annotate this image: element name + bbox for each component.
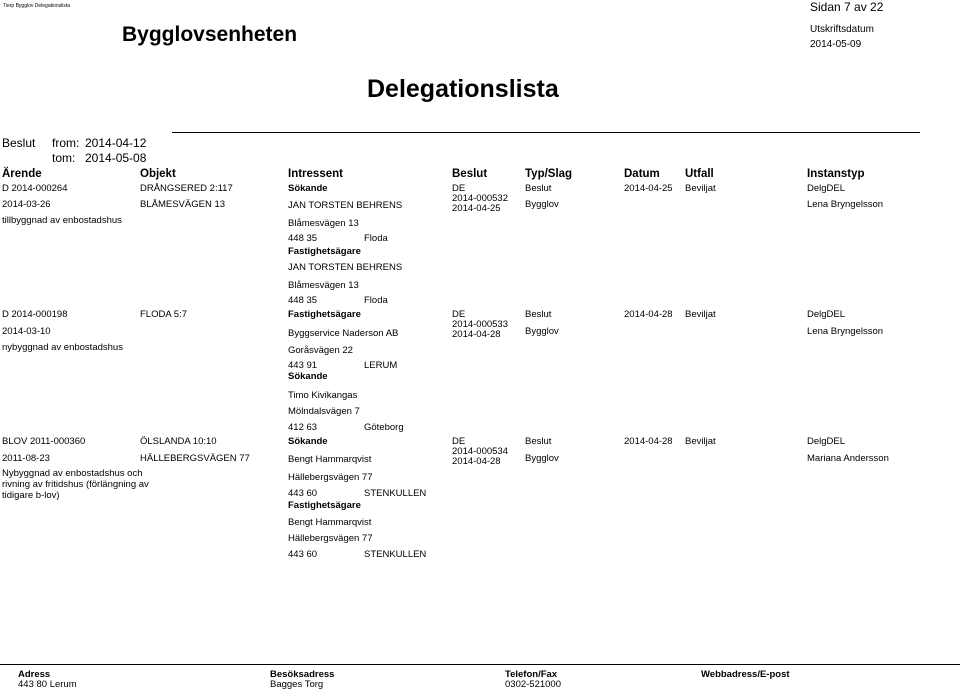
beslut-datum: 2014-04-28 <box>452 329 501 340</box>
intressent-street: Blåmesvägen 13 <box>288 218 359 229</box>
footer-besoksadress-label: Besöksadress <box>270 669 335 680</box>
arende-datum: 2011-08-23 <box>2 453 50 464</box>
beslut-nr: 2014-000534 <box>452 446 508 457</box>
footer-telefon-label: Telefon/Fax <box>505 669 558 680</box>
arende-beskrivning: tillbyggnad av enbostadshus <box>2 215 122 226</box>
slag: Bygglov <box>525 453 559 464</box>
org-name: Bygglovsenheten <box>122 23 298 46</box>
col-header-arende: Ärende <box>2 168 42 180</box>
arende-datum: 2014-03-10 <box>2 326 51 337</box>
footer-adress-label: Adress <box>18 669 51 680</box>
typ: Beslut <box>525 309 552 320</box>
intressent-city: LERUM <box>364 360 398 371</box>
footer-rule <box>0 664 960 665</box>
arende-beskrivning: nybyggnad av enbostadshus <box>2 342 123 353</box>
intressent-role: Fastighetsägare <box>288 246 361 257</box>
intressent-name: JAN TORSTEN BEHRENS <box>288 262 403 273</box>
intressent-role: Sökande <box>288 436 328 447</box>
arende-nr: D 2014-000264 <box>2 183 68 194</box>
col-header-instanstyp: Instanstyp <box>807 168 865 180</box>
footer-webb-label: Webbadress/E-post <box>701 669 790 680</box>
beslut-typ: DE <box>452 436 466 447</box>
intressent-zip: 443 60 <box>288 488 318 499</box>
intressent-name: Bengt Hammarqvist <box>288 517 372 528</box>
filter-label: Beslut <box>2 136 36 150</box>
intressent-name: Timo Kivikangas <box>288 390 358 401</box>
utfall: Beviljat <box>685 309 716 320</box>
filter-from-label: from: <box>52 136 80 150</box>
typ: Beslut <box>525 436 552 447</box>
intressent-role: Sökande <box>288 371 328 382</box>
intressent-zip: 448 35 <box>288 295 318 306</box>
footer-telefon-value: 0302-521000 <box>505 679 561 690</box>
intressent-zip: 412 63 <box>288 422 318 433</box>
intressent-zip: 443 60 <box>288 549 318 560</box>
filter-from-value: 2014-04-12 <box>85 136 147 150</box>
slag: Bygglov <box>525 326 559 337</box>
col-header-objekt: Objekt <box>140 168 176 180</box>
slag: Bygglov <box>525 199 559 210</box>
page-indicator: Sidan 7 av 22 <box>810 0 884 14</box>
datum: 2014-04-28 <box>624 436 673 447</box>
page-title: Delegationslista <box>367 75 559 103</box>
datum: 2014-04-28 <box>624 309 673 320</box>
arende-nr: BLOV 2011-000360 <box>2 436 86 447</box>
intressent-name: Byggservice Naderson AB <box>288 328 399 339</box>
handlaggare: Lena Bryngelsson <box>807 199 884 210</box>
print-date: 2014-05-09 <box>810 39 862 50</box>
intressent-name: Bengt Hammarqvist <box>288 454 372 465</box>
intressent-street: Goråsvägen 22 <box>288 345 353 356</box>
handlaggare: Lena Bryngelsson <box>807 326 884 337</box>
beslut-datum: 2014-04-28 <box>452 456 501 467</box>
col-header-utfall: Utfall <box>685 168 714 180</box>
intressent-role: Fastighetsägare <box>288 309 361 320</box>
intressent-zip: 443 91 <box>288 360 318 371</box>
objekt-fastighet: ÖLSLANDA 10:10 <box>140 436 217 447</box>
arende-datum: 2014-03-26 <box>2 199 51 210</box>
beslut-nr: 2014-000532 <box>452 193 508 204</box>
intressent-city: STENKULLEN <box>364 488 427 499</box>
col-header-beslut: Beslut <box>452 168 488 180</box>
col-header-typ-slag: Typ/Slag <box>525 168 573 180</box>
intressent-zip: 448 35 <box>288 233 318 244</box>
intressent-street: Hällebergsvägen 77 <box>288 533 373 544</box>
footer-besoksadress-value: Bagges Torg <box>270 679 324 690</box>
instanstyp: DelgDEL <box>807 183 846 194</box>
filter-to-value: 2014-05-08 <box>85 151 147 165</box>
intressent-street: Mölndalsvägen 7 <box>288 406 360 417</box>
handlaggare: Mariana Andersson <box>807 453 889 464</box>
print-date-label: Utskriftsdatum <box>810 24 874 35</box>
intressent-name: JAN TORSTEN BEHRENS <box>288 200 403 211</box>
beslut-typ: DE <box>452 309 466 320</box>
top-left-caption: Tierp Bygglov Delegationslista <box>3 3 71 9</box>
intressent-city: Floda <box>364 295 388 306</box>
utfall: Beviljat <box>685 183 716 194</box>
intressent-city: Göteborg <box>364 422 404 433</box>
intressent-street: Blåmesvägen 13 <box>288 280 359 291</box>
beslut-nr: 2014-000533 <box>452 319 508 330</box>
objekt-fastighet: DRÅNGSERED 2:117 <box>140 183 233 194</box>
typ: Beslut <box>525 183 552 194</box>
beslut-typ: DE <box>452 183 466 194</box>
intressent-street: Hällebergsvägen 77 <box>288 472 373 483</box>
intressent-role: Sökande <box>288 183 328 194</box>
beslut-datum: 2014-04-25 <box>452 203 501 214</box>
intressent-city: Floda <box>364 233 388 244</box>
instanstyp: DelgDEL <box>807 436 846 447</box>
col-header-intressent: Intressent <box>288 168 343 180</box>
intressent-role: Fastighetsägare <box>288 500 361 511</box>
filter-to-label: tom: <box>52 151 76 165</box>
col-header-datum: Datum <box>624 168 660 180</box>
objekt-adress: HÄLLEBERGSVÄGEN 77 <box>140 453 250 464</box>
intressent-city: STENKULLEN <box>364 549 427 560</box>
arende-nr: D 2014-000198 <box>2 309 68 320</box>
objekt-fastighet: FLODA 5:7 <box>140 309 187 320</box>
filter-rule <box>172 132 920 133</box>
arende-beskrivning: Nybyggnad av enbostadshus och rivning av fritidshus (förlängning av tidigare b-lov) <box>2 468 149 501</box>
datum: 2014-04-25 <box>624 183 673 194</box>
utfall: Beviljat <box>685 436 716 447</box>
objekt-adress: BLÅMESVÄGEN 13 <box>140 199 226 210</box>
instanstyp: DelgDEL <box>807 309 846 320</box>
footer-adress-value: 443 80 Lerum <box>18 679 77 690</box>
